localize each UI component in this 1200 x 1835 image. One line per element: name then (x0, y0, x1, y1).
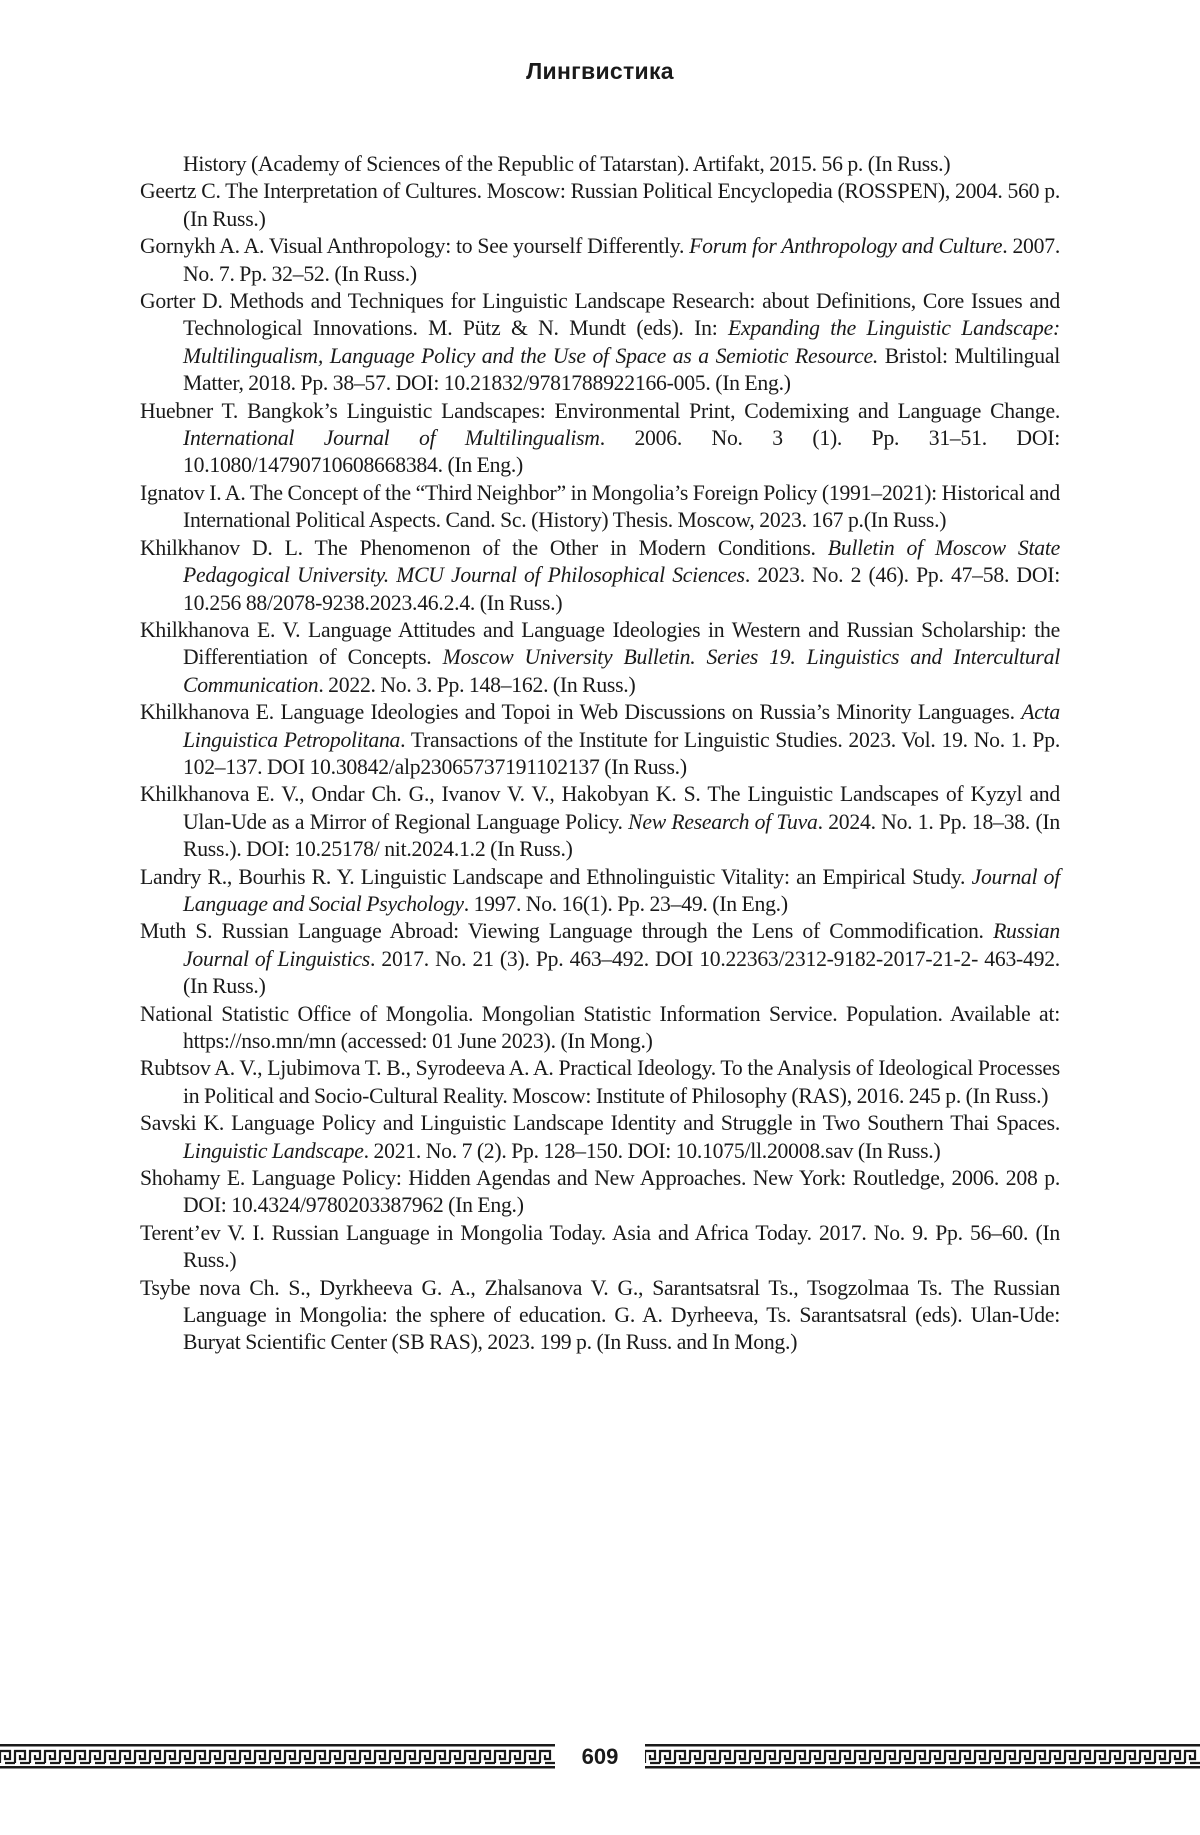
reference-text: Khilkhanova E. V. Language Attitudes and Language Ideologies in Western and Russian Scholarship: the Differentiation of Concepts. (140, 617, 1060, 670)
reference-entry (140, 398, 1060, 480)
reference-text: . 2023. No. 2 (46). Pp. 47–58. DOI: 10.256 88/2078-9238.2023.46.2.4. (In Russ.) (183, 563, 1060, 615)
reference-text: . 2017. No. 21 (3). Pp. 463–492. DOI 10.22363/2312-9182-2017-21-2- 463-492. (In Russ.) (183, 946, 1060, 999)
running-title: Лингвистика (526, 58, 674, 84)
reference-text: Savski K. Language Policy and Linguistic Landscape Identity and Struggle in Two Southern Thai Spaces. (140, 1111, 1060, 1136)
reference-entry (140, 535, 1060, 617)
reference-text: . 2022. No. 3. Pp. 148–162. (In Russ.) (318, 672, 636, 697)
reference-text: Ignatov I. A. The Concept of the “Third Neighbor” in Mongolia’s Foreign Policy (1991–2021): Historical and International Political Aspects. Cand. Sc. (History) Thesis. Moscow, 2023. 167 p.(In Russ.) (140, 480, 1060, 533)
reference-text: . Transactions of the Institute for Linguistic Studies. 2023. Vol. 19. No. 1. Pp. 102–137. DOI 10.30842/alp23065737191102137 (In Russ.) (183, 727, 1060, 779)
reference-text: Tsybe nova Ch. S., Dyrkheeva G. A., Zhalsanova V. G., Sarantsatsral Ts., Tsogzolmaa Ts. The Russian Language in Mongolia: the sphere of education. G. A. Dyrheeva, Ts. Sarantsatsral (eds). Ulan-Ude: Buryat Scientific Center (SB RAS), 2023. 199 p. (In Russ. and In Mong.) (140, 1275, 1060, 1355)
reference-source-title: Bulletin of Moscow State Pedagogical University. MCU Journal of Philosophical Sciences (183, 535, 1060, 588)
reference-entry (140, 233, 1060, 288)
reference-text: Landry R., Bourhis R. Y. Linguistic Landscape and Ethnolinguistic Vitality: an Empirical Study. (140, 864, 972, 889)
reference-source-title: Moscow University Bulletin. Series 19. Linguistics and Intercultural Communication (183, 645, 1060, 697)
reference-entry (140, 617, 1060, 699)
reference-text: Rubtsov A. V., Ljubimova T. B., Syrodeeva A. A. Practical Ideology. To the Analysis of Ideological Processes in Political and Socio-Cultural Reality. Moscow: Institute of Philosophy (RAS), 2016. 245 p. (In Russ.) (140, 1056, 1060, 1108)
reference-text: Khilkhanova E. Language Ideologies and Topoi in Web Discussions on Russia’s Minority Languages. (140, 700, 1022, 725)
reference-text: Terent’ev V. I. Russian Language in Mongolia Today. Asia and Africa Today. 2017. No. 9. Pp. 56–60. (In Russ.) (140, 1220, 1060, 1273)
reference-text: Muth S. Russian Language Abroad: Viewing Language through the Lens of Commodification. (140, 919, 994, 944)
reference-entry (140, 918, 1060, 1000)
reference-text: National Statistic Office of Mongolia. Mongolian Statistic Information Service. Population. Available at: https://nso.mn/mn (accessed: 01 June 2023). (In Mong.) (140, 1001, 1060, 1053)
reference-text: . 2006. No. 3 (1). Pp. 31–51. DOI: 10.1080/14790710608668384. (In Eng.) (183, 426, 1060, 478)
reference-source-title: Forum for Anthropology and Culture (689, 234, 1003, 259)
reference-entry (140, 1165, 1060, 1220)
reference-entry (140, 151, 1060, 178)
reference-text: Bristol: Multilingual Matter, 2018. Pp. 38–57. DOI: 10.21832/9781788922166-005. (In Eng.) (183, 343, 1060, 396)
reference-entry (140, 1001, 1060, 1056)
right-greek-key-ornament (645, 1742, 1200, 1772)
reference-source-title: Acta Linguistica Petropolitana (183, 700, 1060, 752)
reference-entry (140, 288, 1060, 398)
reference-entry (140, 699, 1060, 781)
reference-entry (140, 1055, 1060, 1110)
reference-text: . 2024. No. 1. Pp. 18–38. (In Russ.). DOI: 10.25178/ nit.2024.1.2 (In Russ.) (183, 809, 1060, 862)
page-number: 609 (581, 1744, 619, 1769)
reference-list (140, 151, 1060, 1357)
reference-source-title: Journal of Language and Social Psychology (183, 864, 1061, 916)
reference-text: Khilkhanov D. L. The Phenomenon of the Other in Modern Conditions. (140, 535, 828, 560)
left-greek-key-ornament (0, 1742, 555, 1772)
reference-source-title: Russian Journal of Linguistics (183, 919, 1060, 971)
reference-entry (140, 781, 1060, 863)
page-footer (0, 1742, 1200, 1772)
reference-text: . 2007. No. 7. Pp. 32–52. (In Russ.) (183, 234, 1061, 286)
reference-entry (140, 1275, 1060, 1357)
reference-source-title: New Research of Tuva (628, 809, 818, 834)
reference-text: History (Academy of Sciences of the Republic of Tatarstan). Artifakt, 2015. 56 p. (In Russ.) (183, 152, 951, 176)
reference-text: . 2021. No. 7 (2). Pp. 128–150. DOI: 10.1075/ll.20008.sav (In Russ.) (363, 1138, 941, 1163)
reference-text: Geertz C. The Interpretation of Cultures. Moscow: Russian Political Encyclopedia (ROSSPEN), 2004. 560 p. (In Russ.) (140, 179, 1060, 231)
reference-source-title: Linguistic Landscape (183, 1138, 364, 1163)
reference-entry (140, 864, 1060, 919)
reference-source-title: Expanding the Linguistic Landscape: Multilingualism, Language Policy and the Use of Space as a Semiotic Resource. (183, 316, 1061, 368)
reference-entry (140, 178, 1060, 233)
reference-text: Khilkhanova E. V., Ondar Ch. G., Ivanov V. V., Hakobyan K. S. The Linguistic Landscapes of Kyzyl and Ulan-Ude as a Mirror of Regional Language Policy. (140, 782, 1060, 834)
reference-source-title: International Journal of Multilingualism (183, 426, 600, 451)
reference-entry (140, 480, 1060, 535)
reference-text: . 1997. No. 16(1). Pp. 23–49. (In Eng.) (463, 891, 788, 916)
reference-entry (140, 1220, 1060, 1275)
reference-text: Shohamy E. Language Policy: Hidden Agendas and New Approaches. New York: Routledge, 2006. 208 p. DOI: 10.4324/9780203387962 (In Eng.) (140, 1166, 1060, 1218)
reference-text: Huebner T. Bangkok’s Linguistic Landscapes: Environmental Print, Codemixing and Language Change. (140, 398, 1060, 423)
reference-entry (140, 1110, 1060, 1165)
reference-text: Gornykh A. A. Visual Anthropology: to See yourself Differently. (140, 234, 690, 259)
reference-text: Gorter D. Methods and Techniques for Linguistic Landscape Research: about Definitions, Core Issues and Technological Innovations. M. Pütz & N. Mundt (eds). In: (140, 289, 1060, 341)
